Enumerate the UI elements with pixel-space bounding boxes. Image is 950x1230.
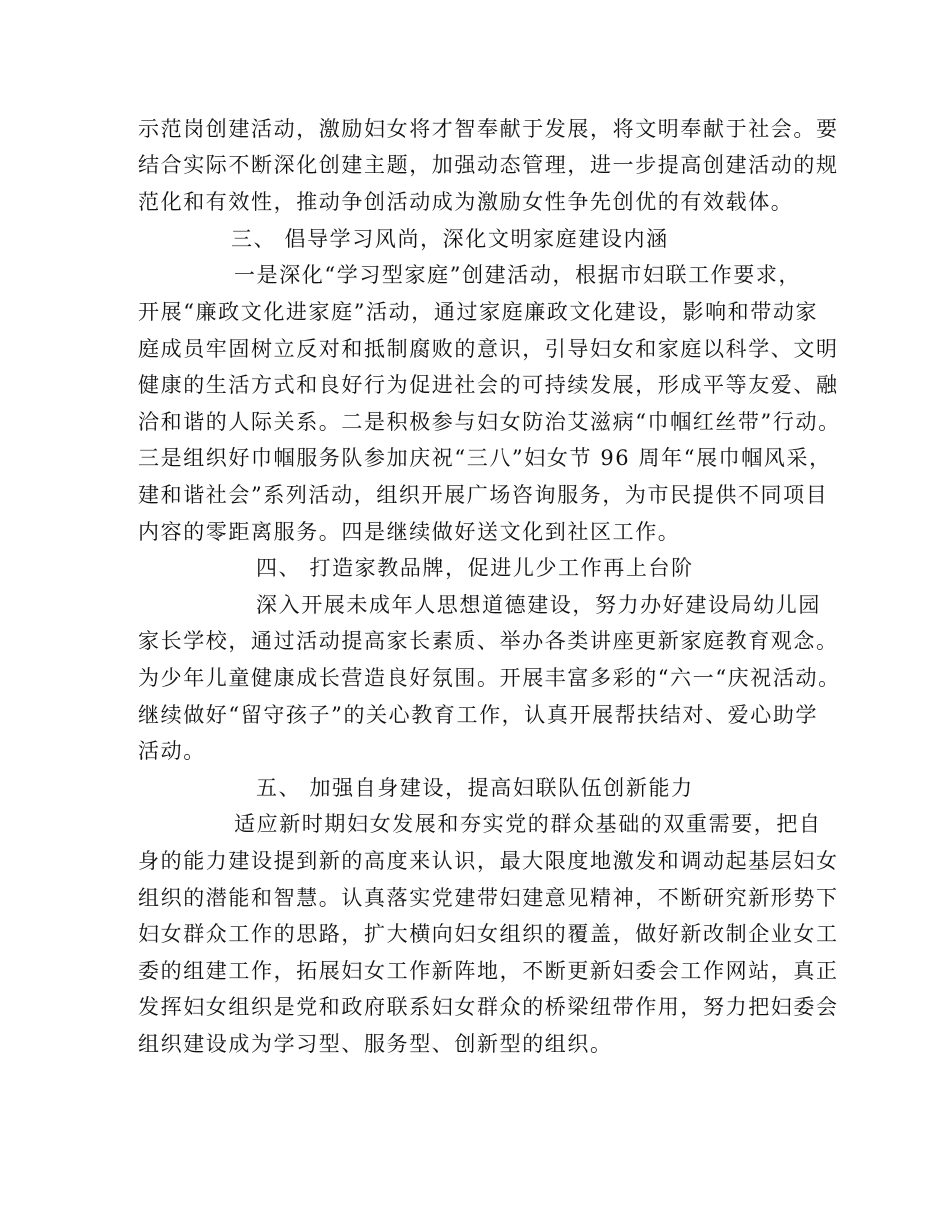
text-line: 继续做好“留守孩子”的关心教育工作，认真开展帮扶结对、爱心助学 bbox=[138, 703, 819, 727]
text-line: 组织建设成为学习型、服务型、创新型的组织。 bbox=[138, 1032, 613, 1056]
section-heading: 四、 打造家教品牌，促进儿少工作再上台阶 bbox=[256, 556, 694, 580]
text-line: 一是深化“学习型家庭”创建活动，根据市妇联工作要求， bbox=[234, 263, 802, 287]
text-line: 适应新时期妇女发展和夯实党的群众基础的双重需要，把自 bbox=[234, 812, 822, 836]
text-line: 身的能力建设提到新的高度来认识，最大限度地激发和调动起基层妇女 bbox=[138, 849, 839, 873]
text-line: 建和谐社会”系列活动，组织开展广场咨询服务，为市民提供不同项目 bbox=[138, 483, 829, 507]
section-heading: 五、 加强自身建设，提高妇联队伍创新能力 bbox=[256, 776, 694, 800]
section-heading: 三、 倡导学习风尚，深化文明家庭建设内涵 bbox=[231, 227, 669, 251]
text-line: 发挥妇女组织是党和政府联系妇女群众的桥梁纽带作用，努力把妇委会 bbox=[138, 995, 839, 1019]
text-line: 范化和有效性，推动争创活动成为激励女性争先创优的有效载体。 bbox=[138, 190, 794, 214]
text-line: 组织的潜能和智慧。认真落实党建带妇建意见精神，不断研究新形势下 bbox=[138, 886, 839, 910]
text-line: 结合实际不断深化创建主题，加强动态管理，进一步提高创建活动的规 bbox=[138, 153, 839, 177]
text-line: 妇女群众工作的思路，扩大横向妇女组织的覆盖，做好新改制企业女工 bbox=[138, 922, 839, 946]
text-line: 内容的零距离服务。四是继续做好送文化到社区工作。 bbox=[138, 520, 681, 544]
text-line: 委的组建工作，拓展妇女工作新阵地，不断更新妇委会工作网站，真正 bbox=[138, 959, 839, 983]
text-line: 家长学校，通过活动提高家长素质、举办各类讲座更新家庭教育观念。 bbox=[138, 629, 839, 653]
text-line: 庭成员牢固树立反对和抵制腐败的意识，引导妇女和家庭以科学、文明 bbox=[138, 337, 839, 361]
text-line: 为少年儿童健康成长营造良好氛围。开展丰富多彩的“六一“庆祝活动。 bbox=[138, 666, 841, 690]
text-line: 示范岗创建活动，激励妇女将才智奉献于发展，将文明奉献于社会。要 bbox=[138, 117, 839, 141]
text-line: 活动。 bbox=[138, 739, 206, 763]
text-line: 开展“廉政文化进家庭”活动，通过家庭廉政文化建设，影响和带动家 bbox=[138, 300, 819, 324]
text-line: 深入开展未成年人思想道德建设，努力办好建设局幼儿园 bbox=[256, 593, 821, 617]
text-line: 健康的生活方式和良好行为促进社会的可持续发展，形成平等友爱、融 bbox=[138, 373, 839, 397]
text-line: 三是组织好巾帼服务队参加庆祝“三八”妇女节 96 周年“展巾帼风采， bbox=[138, 446, 832, 470]
text-line: 洽和谐的人际关系。二是积极参与妇女防治艾滋病“巾帼红丝带”行动。 bbox=[138, 410, 841, 434]
